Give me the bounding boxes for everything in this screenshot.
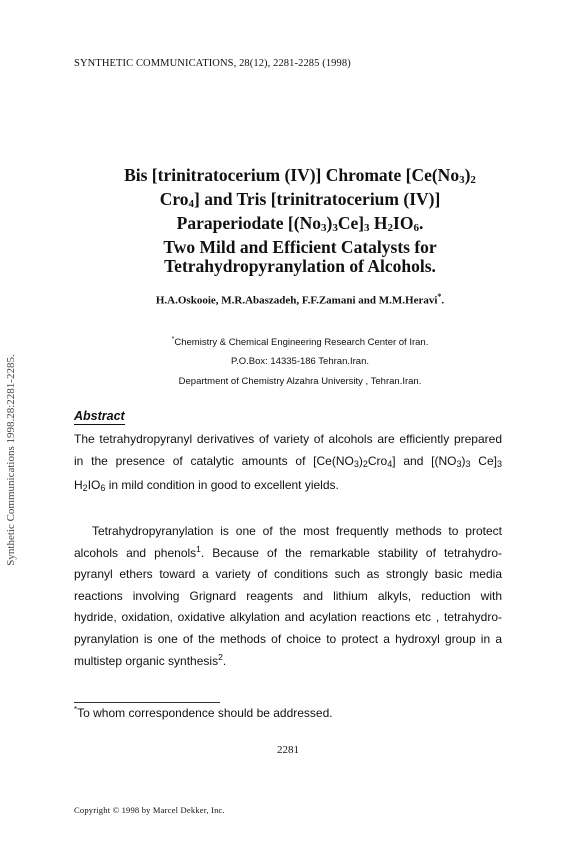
title-line-1: Bis [trinitratocerium (IV)] Chromate [$Ce(No_3)_2$ xyxy=(124,165,476,186)
title-line-2: Cro$_4$] and Tris [trinitratocerium (IV)] xyxy=(159,189,441,210)
author-list: H.A.Oskooie, M.R.Abaszadeh, F.F.Zamani and M.M.Heravi*. xyxy=(155,292,445,307)
abstract-line-1: The tetrahydropyranyl derivatives of variety of alcohols are efficiently prepared xyxy=(74,432,502,446)
affiliation-line-1: *Chemistry & Chemical Engineering Research Center of Iran. xyxy=(171,336,429,349)
abstract-text xyxy=(74,429,502,500)
side-margin-text: Synthetic Communications 1998.28:2281-2285. xyxy=(5,354,17,566)
title-line-5: Tetrahydropyranylation of Alcohols. xyxy=(164,256,436,276)
abstract-line-2: in the presence of catalytic amounts of $[Ce(NO_3)_2Cro_4]$ and [$(NO_3)_3$ $Ce]_3$ xyxy=(74,453,502,469)
side-margin-citation xyxy=(4,295,18,625)
abstract-line-3: $H_2IO_6$ in mild condition in good to excellent yields. xyxy=(74,478,339,494)
affiliation-line-2: P.O.Box: 14335-186 Tehran.Iran. xyxy=(230,356,370,367)
body-line-3: pyranyl ethers toward a variety of conditions such as strongly basic media xyxy=(74,567,502,582)
page-number: 2281 xyxy=(277,744,299,756)
abstract-heading: Abstract xyxy=(74,409,125,423)
paper-title xyxy=(60,166,540,276)
title-line-3: Paraperiodate $[(No_3)_3Ce]_3$ $H_2IO_6$. xyxy=(176,213,424,234)
body-line-7: multistep organic synthesis$^2$. xyxy=(74,651,227,668)
body-paragraph xyxy=(74,521,502,672)
affiliation-line-3: Department of Chemistry Alzahra University , Tehran.Iran. xyxy=(178,376,422,387)
footnote: *To whom correspondence should be addressed. xyxy=(74,705,333,720)
body-line-4: reactions involving Grignard reagents and lithium alkyls, reduction with xyxy=(74,588,502,603)
footnote-rule xyxy=(74,702,220,703)
body-line-1: Tetrahydropyranylation is one of the most frequently methods to protect xyxy=(92,524,502,538)
body-line-2: alcohols and phenols$^1$. Because of the remarkable stability of tetrahydro- xyxy=(74,543,502,560)
journal-header: SYNTHETIC COMMUNICATIONS, 28(12), 2281-2285 (1998) xyxy=(74,58,351,69)
body-line-5: hydride, oxidation, oxidative alkylation and acylation reactions etc , tetrahydro- xyxy=(74,610,502,625)
body-line-6: pyranylation is one of the methods of choice to protect a hydroxyl group in a xyxy=(74,631,502,646)
copyright-notice: Copyright © 1998 by Marcel Dekker, Inc. xyxy=(74,805,225,815)
title-line-4: Two Mild and Efficient Catalysts for xyxy=(163,237,437,257)
